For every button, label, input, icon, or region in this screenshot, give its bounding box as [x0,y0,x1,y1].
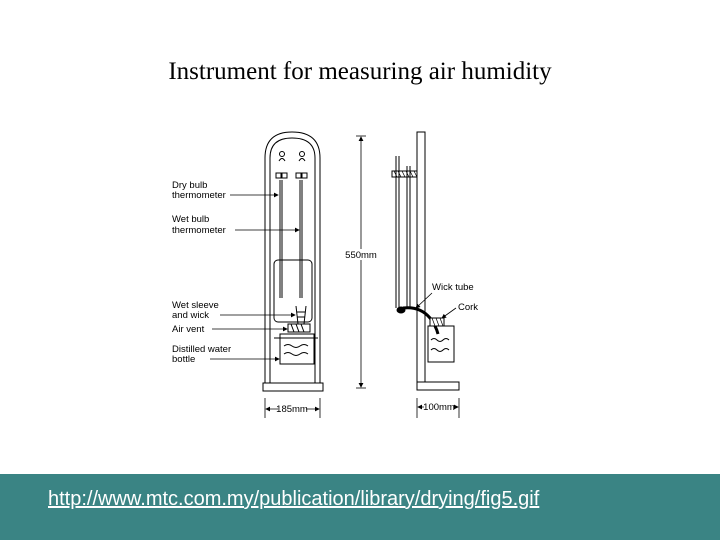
label-distilled-1: Distilled water [172,344,232,355]
label-cork: Cork [458,302,479,313]
height-dimension [345,136,377,388]
label-height-dim: 550mm [345,250,377,261]
label-air-vent: Air vent [172,324,205,335]
side-base [417,382,459,390]
front-hook-right [300,152,305,157]
front-clip-1 [276,173,281,178]
label-distilled-2: bottle [172,354,196,365]
front-board-inner [270,138,315,386]
slide-title: Instrument for measuring air humidity [168,58,552,85]
front-base [263,383,323,391]
label-depth-dim: 100mm [423,402,455,413]
front-board-outline [265,132,320,390]
front-clip-4 [302,173,307,178]
front-clip-3 [296,173,301,178]
front-view [263,132,323,391]
label-wet-bulb-1: Wet bulb [172,214,210,225]
label-dry-bulb-1: Dry bulb [172,180,208,191]
front-hook-left [280,152,285,157]
width-dimension [265,398,320,418]
source-url-link[interactable]: http://www.mtc.com.my/publication/library/drying/fig5.gif [48,488,540,510]
depth-dimension [417,398,459,418]
side-board [417,132,425,390]
label-wet-sleeve-1: Wet sleeve [172,300,219,311]
hygrometer-diagram [160,128,500,420]
label-dry-bulb-2: thermometer [172,190,226,201]
label-wick-tube: Wick tube [432,282,474,293]
label-wet-sleeve-2: and wick [172,310,209,321]
side-view [392,132,459,390]
side-bottle [428,326,454,362]
label-width-dim: 185mm [276,404,308,415]
label-wet-bulb-2: thermometer [172,225,226,236]
front-clip-2 [282,173,287,178]
wet-sleeve [296,306,306,324]
